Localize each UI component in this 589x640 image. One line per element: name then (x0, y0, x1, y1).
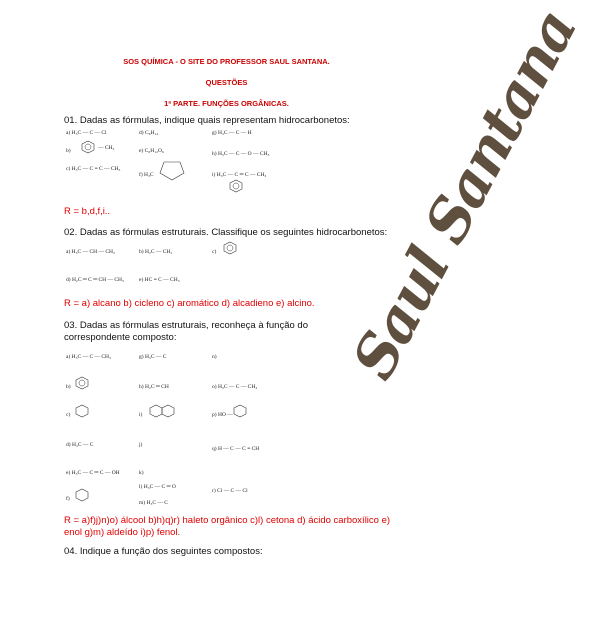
formula-2c: c) (212, 249, 217, 255)
formula-2b: b) H₂C — CH₂ (139, 249, 173, 255)
formula-3q: q) H — C — C ≡ CH (212, 446, 260, 452)
formula-2d: d) H₂C ═ C ═ CH — CH₃ (66, 277, 124, 283)
formula-1c: c) H₃C — C ≡ C — CH₃ (66, 166, 121, 172)
formula-3g: g) H₃C — C (139, 354, 167, 360)
question-2: 02. Dadas as fórmulas estruturais. Classifique os seguintes hidrocarbonetos: (64, 227, 388, 238)
formula-1e: e) C₆H₁₂O₆ (139, 148, 164, 154)
formula-3r: r) Cl — C — Cl (212, 488, 248, 494)
formula-1h: h) H₃C — C — O — CH₃ (212, 151, 270, 157)
formula-1d: d) C₆H₁₄ (139, 130, 159, 136)
question-1-formulas (64, 128, 364, 198)
answer-1: R = b,d,f,i.. (64, 206, 111, 217)
formula-3c: c) (66, 412, 71, 418)
formula-3j: j) (139, 442, 143, 448)
question-3: 03. Dadas as fórmulas estruturais, reconheça à função do correspondente composto: (64, 320, 308, 343)
formula-2e: e) HC ≡ C — CH₃ (139, 277, 180, 283)
formula-3o: o) H₃C — C — CH₃ (212, 384, 258, 390)
signature-watermark: Saul Santana (338, 0, 589, 390)
formula-1g: g) H₃C — C — H (212, 130, 252, 136)
formula-3l: l) H₃C — C ═ O (139, 484, 176, 490)
formula-3k: k) (139, 470, 144, 476)
formula-3n: n) (212, 354, 217, 360)
formula-1i: i) H₃C — C ═ C — CH₃ (212, 172, 267, 178)
formula-2a: a) H₃C — CH — CH₃ (66, 249, 115, 255)
formula-3d: d) H₃C — C (66, 442, 94, 448)
question-4: 04. Indique a função dos seguintes compostos: (64, 546, 263, 557)
answer-2: R = a) alcano b) cicleno c) aromático d) alcadieno e) alcino. (64, 298, 315, 309)
formula-3i: i) (139, 412, 143, 418)
svg-text:— CH₃: — CH₃ (98, 145, 115, 151)
formula-3h: h) H₂C ═ CH (139, 384, 169, 390)
formula-3e: e) H₃C — C ═ C — OH (66, 470, 120, 476)
answer-3: R = a)f)j)n)o) álcool b)h)q)r) haleto orgânico c)l) cetona d) ácido carboxílico e) enol g)m) aldeído i)p) fenol. (64, 515, 391, 538)
formula-1f: f) H₃C (139, 172, 154, 178)
formula-3m: m) H₃C — C (139, 500, 168, 506)
formula-1a: a) H₃C — C — Cl (66, 130, 107, 136)
formula-3f: f) (66, 496, 70, 502)
question-3-formulas (64, 346, 364, 514)
part-title: 1ª PARTE. FUNÇÕES ORGÂNICAS. (164, 99, 289, 108)
site-title: SOS QUÍMICA - O SITE DO PROFESSOR SAUL SANTANA. (123, 57, 330, 66)
formula-3b: b) (66, 384, 71, 390)
question-1: 01. Dadas as fórmulas, indique quais representam hidrocarbonetos: (64, 115, 350, 126)
question-2-formulas (64, 239, 364, 295)
formula-3a: a) H₃C — C — CH₃ (66, 354, 111, 360)
section-title: QUESTÕES (205, 78, 248, 87)
formula-3p: p) HO — (212, 412, 233, 418)
formula-1b: b) (66, 148, 71, 154)
